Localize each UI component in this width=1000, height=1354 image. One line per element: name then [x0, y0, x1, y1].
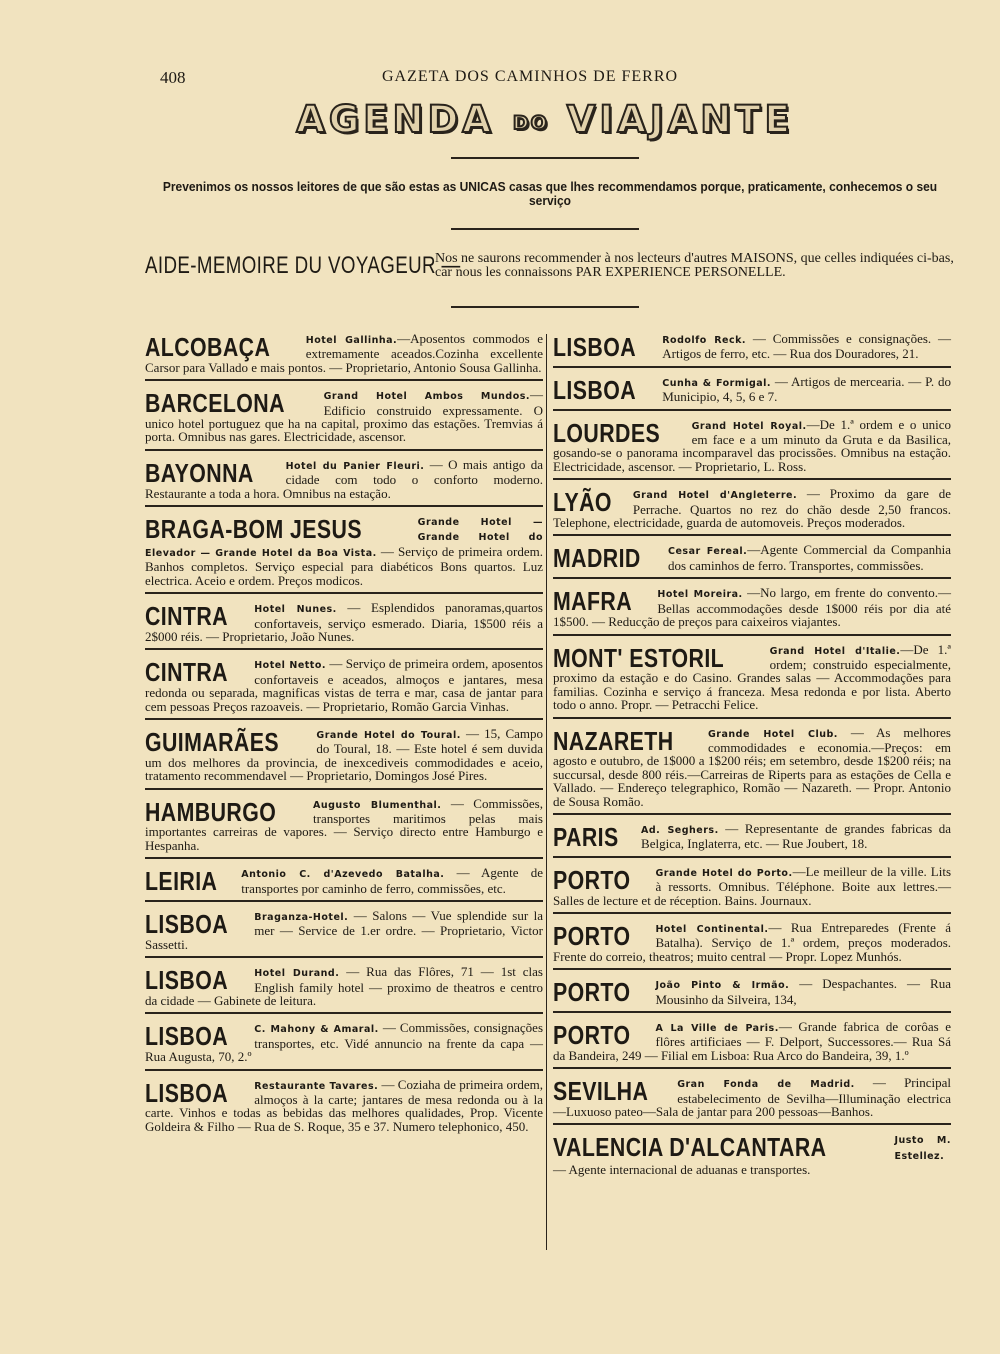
title-left: AGENDA: [296, 98, 495, 141]
entry-separator: [553, 1123, 951, 1125]
listing-description: — Rua Entreparedes (Frente á Batalha). Serviço de 1.ª ordem, preços moderados. Frente do correio, theatros; muito central — Propr. Lopez Munhós.: [553, 920, 951, 964]
listing-business-name: Grande Hotel do Porto.: [655, 867, 793, 879]
entry-separator: [145, 956, 543, 958]
listing-city: LISBOA: [145, 1021, 229, 1052]
listing-business-name: Justo M. Estellez.: [894, 1135, 951, 1162]
listing-business-name: Grande Hotel do Toural.: [316, 729, 461, 741]
entry-separator: [553, 856, 951, 858]
listing-city: BARCELONA: [145, 388, 285, 419]
column-divider: [546, 334, 547, 1250]
notice-text: Prevenimos os nossos leitores de que são estas as UNICAS casas que lhes recommendamos porque, praticamente, conhecemos o seu serviço: [162, 180, 938, 208]
listing-business-name: Hotel Netto.: [254, 660, 326, 672]
listing-description: — Rua das Flôres, 71 — 1st clas English family hotel — proximo de theatros e centro da cidade — Gabinete de leitura.: [145, 964, 543, 1009]
listing-city: LISBOA: [553, 332, 637, 362]
listing-business-name: Grande Hotel Club.: [708, 728, 838, 740]
listing-description: — Commissões, transportes maritimos pelas mais importantes carreiras de vapores. — Serviço directo entre Hamburgo e Hespanha.: [145, 795, 543, 853]
listing-city: BRAGA-BOM JESUS: [145, 514, 363, 545]
listing-description: — Commissões, consignações transportes, etc. Vidé annuncio na frente da capa — Rua Augusta, 70, 2.º: [145, 1020, 543, 1065]
listing-business-name: Hotel Continental.: [655, 924, 769, 935]
listing-entry: [553, 643, 951, 712]
listing-description: — O mais antigo da cidade com todo o conforto moderno. Restaurante a toda a hora. Omnibus na estação.: [145, 456, 543, 501]
listing-description: — Salons — Vue splendide sur la mer — Service de 1.er ordre. — Proprietario, Victor Sassetti.: [145, 908, 543, 952]
entry-separator: [145, 449, 543, 451]
listing-entry: [145, 388, 543, 444]
listing-business-name: Hotel du Panier Fleuri.: [285, 460, 425, 472]
listing-entry: [553, 418, 951, 474]
entry-separator: [553, 717, 951, 719]
listing-entry: [553, 332, 951, 361]
listing-entry: [145, 332, 543, 374]
entry-separator: [145, 505, 543, 507]
listing-description: —Agente Commercial da Companhia dos caminhos de ferro. Transportes, commissões.: [668, 542, 951, 573]
listing-city: LEIRIA: [145, 866, 218, 897]
listing-business-name: Hotel Gallinha.: [305, 335, 398, 346]
listing-entry: [553, 375, 951, 404]
listing-business-name: Gran Fonda de Madrid.: [677, 1079, 855, 1091]
left-column: [145, 332, 543, 1133]
entry-separator: [145, 857, 543, 859]
listing-city: NAZARETH: [553, 725, 674, 756]
aide-memoire: [145, 252, 960, 292]
listing-business-name: Grand Hotel d'Italie.: [769, 645, 901, 657]
listing-description: —Aposentos commodos e extremamente aceados.Cozinha excellente Carsor para Vallado e mais pontos. — Proprietario, Antonio Sousa Gallinha.: [145, 331, 543, 375]
listing-city: CINTRA: [145, 601, 228, 632]
listing-entry: [145, 727, 543, 783]
entry-separator: [145, 1069, 543, 1071]
listing-city: LISBOA: [145, 965, 229, 996]
listing-business-name: Cesar Fereal.: [668, 546, 748, 558]
listing-business-name: Grand Hotel Royal.: [691, 420, 807, 432]
listing-description: — Representante de grandes fabricas da Belgica, Inglaterra, etc. — Rue Joubert, 18.: [641, 820, 951, 852]
listing-business-name: Hotel Moreira.: [657, 589, 743, 601]
listing-city: PORTO: [553, 921, 631, 951]
listing-city: LOURDES: [553, 417, 661, 448]
listing-business-name: Hotel Durand.: [254, 968, 340, 980]
entry-separator: [553, 366, 951, 368]
listing-city: ALCOBAÇA: [145, 332, 271, 362]
entry-separator: [145, 379, 543, 381]
entry-separator: [553, 912, 951, 914]
listing-description: — Principal estabelecimento de Sevilha—Illuminação electrica—Luxuoso pateo—Sala de jantar para 200 pessoas—Banhos.: [553, 1075, 952, 1120]
listing-entry: [145, 514, 543, 587]
listing-entry: [145, 909, 543, 951]
listing-description: — Proximo da gare de Perrache. Quartos no rez do chão desde 2,50 francos. Telephone, electricidade, guarda de automoveis. Preços moderados.: [553, 486, 951, 531]
listing-city: PARIS: [553, 821, 619, 852]
journal-title: GAZETA DOS CAMINHOS DE FERRO: [382, 68, 679, 85]
listing-entry: [145, 866, 543, 895]
listing-city: CINTRA: [145, 657, 228, 688]
page-header: [160, 68, 960, 88]
listing-description: — Grande fabrica de corôas e flôres artificiaes — F. Delport, Successores.— Rua Sá da Bandeira, 249 — Filial em Lisboa: Rua Arco do Bandeira, 39, 1.º: [553, 1019, 952, 1063]
entry-separator: [553, 813, 951, 815]
page-title: [140, 98, 950, 141]
title-rule: [451, 157, 639, 159]
listing-business-name: Augusto Blumenthal.: [313, 799, 442, 811]
listing-business-name: Braganza-Hotel.: [254, 912, 349, 923]
listing-entry: [553, 1076, 951, 1118]
entry-separator: [145, 900, 543, 902]
entry-separator: [145, 648, 543, 650]
title-right: VIAJANTE: [566, 98, 794, 141]
listing-city: PORTO: [553, 864, 631, 895]
listing-description: —Le meilleur de la ville. Lits à ressorts. Omnibus. Téléphone. Boite aux lettres.— Salles de lecture et de réception. Bains. Journaux.: [553, 863, 951, 908]
listing-city: PORTO: [553, 1020, 631, 1051]
listing-description: — Coziaha de primeira ordem, almoços à la carte; jantares de mesa redonda ou à la carte. Vinhos e todas as bebidas das melhores qualidades, Prop. Vicente Goldeira & Filho — Rua de S. Roque, 35 e 37. Numero telephonico, 450.: [145, 1076, 543, 1134]
entry-separator: [145, 1012, 543, 1014]
listing-entry: [553, 1020, 951, 1062]
listing-description: — Commissões e consignações. — Artigos de ferro, etc. — Rua dos Douradores, 21.: [662, 331, 951, 362]
listing-description: — Serviço de primeira ordem. Banhos completos. Serviço especial para diabéticos Bons quartos. Luz electrica. Aceio e ordem. Preços modicos.: [145, 543, 543, 588]
entry-separator: [145, 788, 543, 790]
listing-description: —No largo, em frente do convento.— Bellas accommodações desde 1$000 réis por dia até 1$500. — Reducção de preços para caixeiros viajantes.: [553, 585, 951, 630]
listing-description: — Esplendidos panoramas,quartos confortaveis, serviço esmerado. Diaria, 1$500 réis a 2$000 réis. — Proprietario, João Nunes.: [145, 600, 543, 644]
listing-entry: [553, 487, 951, 529]
listing-city: GUIMARÃES: [145, 726, 279, 757]
aide-title: AIDE-MEMOIRE DU VOYAGEUR —: [145, 252, 461, 279]
listing-business-name: Cunha & Formigal.: [662, 377, 772, 389]
title-middle: DO: [512, 112, 549, 134]
notice-rule: [451, 228, 639, 230]
listing-business-name: Restaurante Tavares.: [254, 1080, 379, 1092]
listing-business-name: C. Mahony & Amaral.: [254, 1024, 379, 1036]
listing-description: —De 1.ª ordem; construido especialmente, proximo da estação e do Casino. Grandes salas — Accommodações para familias. Cozinha e serviço á franceza. Mesa redonda e por lista. Aberto todo o anno. Propr. — Petracchi Felice.: [553, 641, 951, 713]
listing-city: LYÃO: [553, 487, 612, 518]
listing-business-name: João Pinto & Irmão.: [655, 980, 790, 992]
right-column: [553, 332, 951, 1177]
listing-entry: [553, 726, 951, 808]
listing-description: — Agente internacional de aduanas e transportes.: [553, 1162, 811, 1178]
listing-city: MAFRA: [553, 586, 633, 617]
listing-business-name: A La Ville de Paris.: [655, 1023, 779, 1035]
listing-business-name: Grande Hotel — Grande Hotel do Elevador — Grande Hotel da Boa Vista.: [145, 517, 543, 559]
entry-separator: [553, 534, 951, 536]
listing-business-name: Antonio C. d'Azevedo Batalha.: [241, 869, 445, 881]
entry-separator: [553, 409, 951, 411]
listing-entry: [553, 977, 951, 1006]
listing-city: PORTO: [553, 977, 631, 1008]
listing-entry: [553, 822, 951, 851]
listing-description: — Artigos de mercearia. — P. do Municipio, 4, 5, 6 e 7.: [662, 373, 952, 405]
listing-city: VALENCIA D'ALCANTARA: [553, 1132, 827, 1163]
listing-entry: [145, 1021, 543, 1063]
listing-description: — Serviço de primeira ordem, aposentos confortaveis e aceados, almoços e jantares, mesa redonda ou separada, magnificas vistas de terra e mar, casa de jantar para cem pessoas Preços razoaveis. — Proprietario, Romão Garcia Vinhas.: [145, 656, 543, 714]
listing-description: — As melhores commodidades e economia.—Preços: em agosto e outubro, de 1$000 a 1$200 réis; em setembro, desde 1$200 réis; na succursal, desde 800 réis.—Carreiras de Riperts para as estações de Cella e Vallado. — Endereço telegraphico, Romão — Nazareth. — Propr. Antonio de Sousa Romão.: [553, 724, 951, 809]
entry-separator: [553, 968, 951, 970]
listing-business-name: Grand Hotel Ambos Mundos.: [323, 391, 530, 403]
listing-description: — 15, Campo do Toural, 18. — Este hotel é sem duvida um dos melhores da provincia, de inexcediveis commodidades e aceio, tratamento recommendavel — Proprietario, Domingos José Pires.: [145, 725, 543, 784]
listing-entry: [145, 601, 543, 643]
listing-business-name: Grand Hotel d'Angleterre.: [632, 490, 798, 502]
listing-city: LISBOA: [553, 374, 637, 405]
listing-business-name: Ad. Seghers.: [641, 824, 719, 836]
entry-separator: [145, 592, 543, 594]
listing-description: —De 1.ª ordem e o unico em face e a um minuto da Gruta e da Basilica, gosando-se o panorama incomparavel das procissões. Omnibus na estação. Electricidade, ascensor. — Proprietario, L. Ross.: [553, 416, 952, 474]
listing-city: HAMBURGO: [145, 796, 277, 827]
listing-business-name: Hotel Nunes.: [254, 604, 337, 616]
entry-separator: [553, 1011, 951, 1013]
listing-city: SEVILHA: [553, 1076, 649, 1107]
listing-entry: [553, 543, 951, 572]
listing-city: MADRID: [553, 543, 641, 574]
listing-city: MONT' ESTORIL: [553, 642, 725, 673]
listing-entry: [553, 865, 951, 907]
listing-entry: [145, 797, 543, 853]
listing-description: —Edificio construido expressamente. O unico hotel portuguez que ha na capital, proximo das estações. Tremvias á porta. Omnibus nas gares. Electricidade, ascensor.: [145, 387, 543, 445]
listing-entry: [145, 458, 543, 500]
listing-entry: [553, 1132, 951, 1176]
listing-city: LISBOA: [145, 909, 229, 939]
listing-entry: [553, 921, 951, 963]
listing-description: — Despachantes. — Rua Mousinho da Silveira, 134,: [655, 976, 951, 1007]
listing-entry: [145, 657, 543, 713]
entry-separator: [553, 478, 951, 480]
entry-separator: [553, 634, 951, 636]
listing-entry: [145, 965, 543, 1007]
entry-separator: [553, 577, 951, 579]
listing-city: BAYONNA: [145, 457, 254, 488]
aide-text: Nos ne saurons recommender à nos lecteurs d'autres MAISONS, que celles indiquées ci-bas, car nous les connaissons PAR EXPERIENCE PERSONELLE.: [435, 251, 954, 280]
listing-city: LISBOA: [145, 1077, 229, 1108]
listing-business-name: Rodolfo Reck.: [662, 335, 747, 346]
listing-description: — Agente de transportes por caminho de ferro, commissões, etc.: [241, 865, 544, 896]
page-number: 408: [160, 68, 186, 87]
entry-separator: [145, 718, 543, 720]
entry-separator: [553, 1067, 951, 1069]
listing-entry: [145, 1078, 543, 1134]
aide-rule: [451, 306, 639, 308]
listing-entry: [553, 586, 951, 628]
